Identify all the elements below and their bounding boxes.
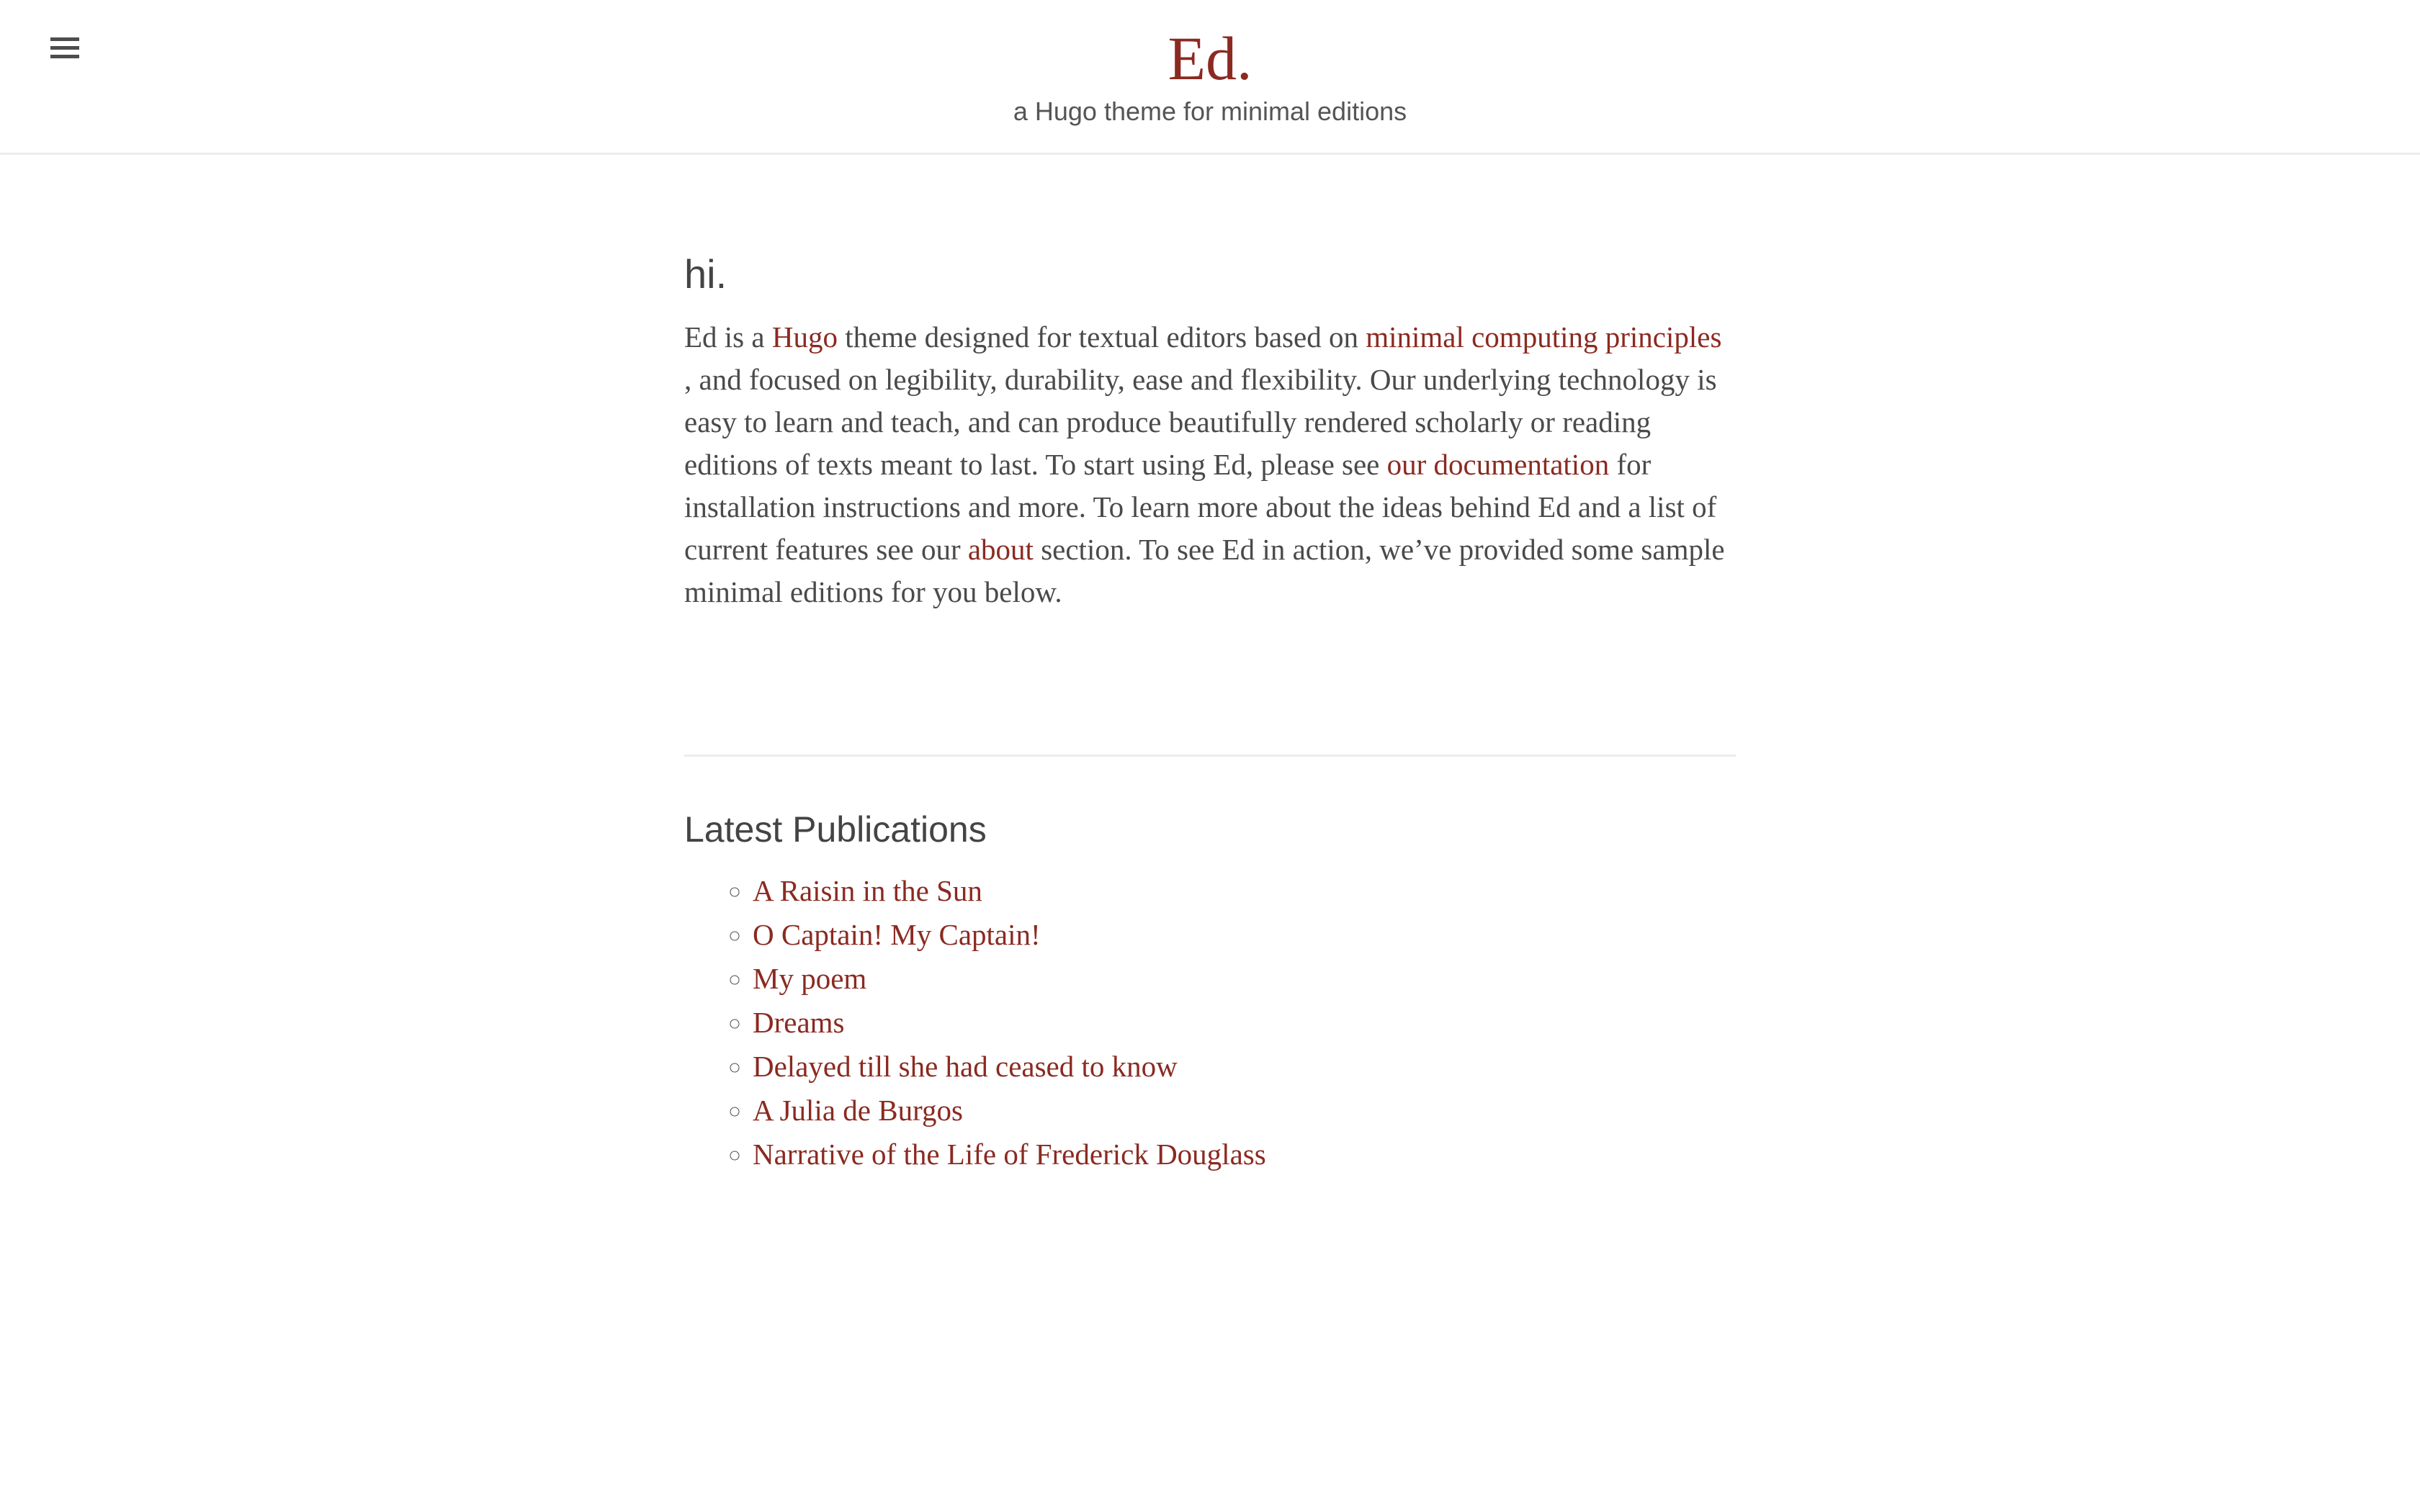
intro-paragraph [684,316,1736,613]
site-header [0,0,2420,155]
publications-heading: Latest Publications [684,809,987,850]
menu-button[interactable] [50,37,79,58]
publication-link[interactable]: Narrative of the Life of Frederick Douglass [753,1138,1266,1171]
site-subtitle: a Hugo theme for minimal editions [1013,96,1407,126]
publication-list-item [753,1001,1736,1045]
publications-list [684,869,1736,1176]
main-content [684,251,1736,1176]
intro-link[interactable]: minimal computing principles [1366,320,1722,354]
publication-list-item [753,869,1736,913]
publication-link[interactable]: My poem [753,962,867,995]
publication-link[interactable]: Dreams [753,1006,845,1039]
publication-list-item [753,1133,1736,1176]
section-divider [684,755,1736,757]
site-title-link[interactable]: Ed. [1168,24,1252,93]
intro-text: section. To see Ed in action, we’ve provided some sample minimal editions for you below. [684,533,1725,608]
intro-text: for installation instructions and more. To learn more about the ideas behind Ed and a list of current features see our [684,448,1717,566]
publication-list-item [753,1089,1736,1133]
intro-heading: hi. [684,251,727,297]
publication-link[interactable]: A Julia de Burgos [753,1094,963,1127]
publication-list-item [753,957,1736,1001]
intro-text: Ed is a [684,320,772,354]
intro-link[interactable]: Hugo [771,320,838,354]
intro-link[interactable]: our documentation [1386,448,1610,481]
hamburger-icon [50,37,79,58]
intro-text: theme designed for textual editors based on [837,320,1366,354]
publication-link[interactable]: O Captain! My Captain! [753,918,1041,951]
intro-text: , and focused on legibility, durability, ease and flexibility. Our underlying technology is easy to learn and teach, and can produce beautifully rendered scholarly or reading editions of texts meant to last. To start using Ed, please see [684,363,1717,481]
publication-link[interactable]: A Raisin in the Sun [753,874,982,907]
publication-list-item [753,913,1736,957]
publication-list-item [753,1045,1736,1089]
publication-link[interactable]: Delayed till she had ceased to know [753,1050,1178,1083]
intro-link[interactable]: about [967,533,1034,566]
